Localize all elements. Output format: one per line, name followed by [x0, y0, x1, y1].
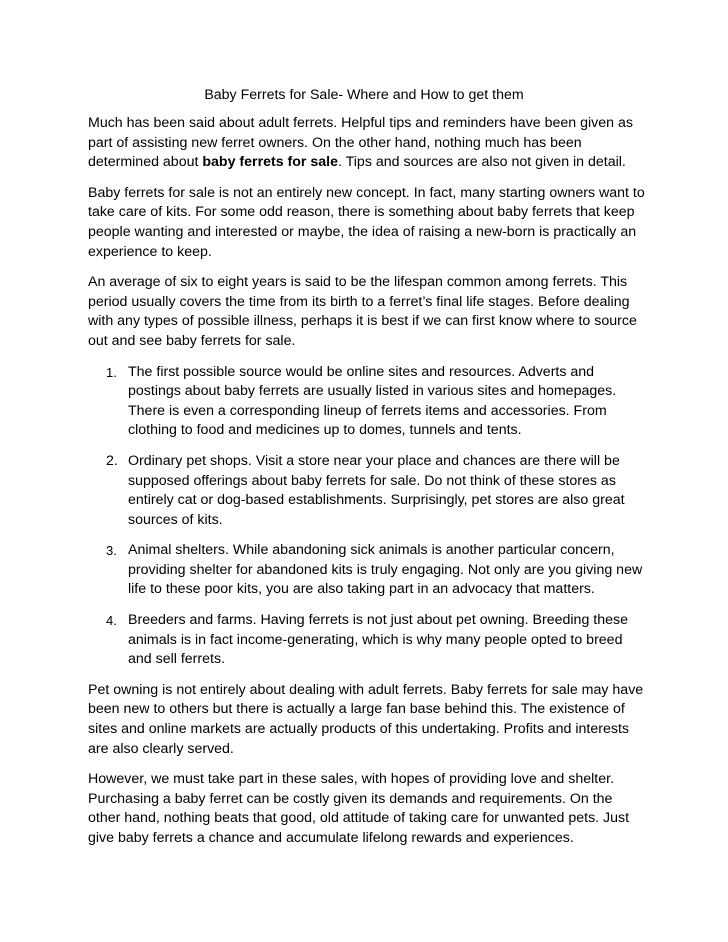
- list-item-text: Ordinary pet shops. Visit a store near your place and chances are there will be supposed offerings about baby ferrets for sale. Do not think of these stores as entirely cat or dog-based establishments. Surprisingly, pet stores are also great sources of kits.: [128, 452, 625, 528]
- list-item: [88, 611, 648, 670]
- list-item: [88, 363, 648, 441]
- list-item-text: Breeders and farms. Having ferrets is not just about pet owning. Breeding these animals is in fact income-generating, which is why many people opted to breed and sell ferrets.: [128, 612, 628, 668]
- list-item: [88, 541, 648, 600]
- paragraph-4: Pet owning is not entirely about dealing with adult ferrets. Baby ferrets for sale may have been new to others but there is actually a large fan base behind this. The existence of sites and online markets are actually products of this undertaking. Profits and interests are also clearly served.: [88, 681, 644, 757]
- document-title: Baby Ferrets for Sale- Where and How to get them: [204, 87, 524, 103]
- paragraph-1-text-end: . Tips and sources are also not given in detail.: [338, 154, 626, 171]
- paragraph-5: However, we must take part in these sales, with hopes of providing love and shelter. Purchasing a baby ferret can be costly given its demands and requirements. On the other hand, nothing beats that good, old attitude of taking care for unwanted pets. Just give baby ferrets a chance and accumulate lifelong rewards and experiences.: [88, 771, 630, 846]
- paragraph-1-text-start: Much has been said about adult ferrets. Helpful tips and reminders have been given as part of assisting new ferret owners. On the other hand, nothing much has been determined about: [88, 115, 633, 171]
- paragraph-1: [88, 114, 648, 173]
- document-body: [88, 114, 648, 860]
- paragraph-2: Baby ferrets for sale is not an entirely new concept. In fact, many starting owners want to take care of kits. For some odd reason, there is something about baby ferrets that keep people wanting and interested or maybe, the idea of raising a new-born is practically an experience to keep.: [88, 184, 645, 260]
- list-item-text: Animal shelters. While abandoning sick animals is another particular concern, providing shelter for abandoned kits is truly engaging. Not only are you giving new life to these poor kits, you are also taking part in an advocacy that matters.: [128, 542, 643, 598]
- list-number: 4.: [106, 613, 117, 629]
- list-number: 2.: [106, 452, 118, 469]
- paragraph-1-bold-keyword: baby ferrets for sale: [202, 154, 339, 171]
- paragraph-3: An average of six to eight years is said to be the lifespan common among ferrets. This period usually covers the time from its birth to a ferret’s final life stages. Before dealing with any types of possible illness, perhaps it is best if we can first know where to source out and see baby ferrets for sale.: [88, 274, 637, 349]
- list-item-text: The first possible source would be online sites and resources. Adverts and postings about baby ferrets are usually listed in various sites and homepages. There is even a corresponding lineup of ferrets items and accessories. From clothing to food and medicines up to domes, tunnels and tents.: [128, 363, 617, 439]
- list-number: 1.: [106, 364, 117, 380]
- list-item: [88, 452, 648, 530]
- source-list: [88, 363, 648, 670]
- list-number: 3.: [106, 543, 117, 559]
